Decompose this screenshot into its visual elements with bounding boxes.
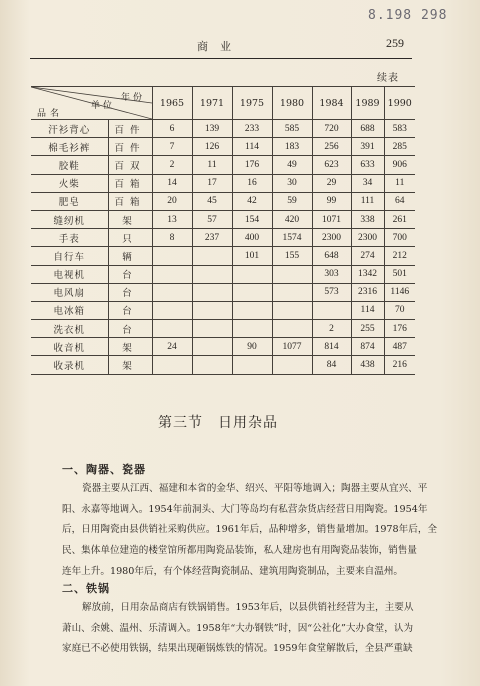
unit-cell: 台: [108, 265, 152, 283]
product-name-cell: 棉毛衫裤: [31, 138, 108, 156]
value-cell: [152, 301, 192, 319]
text-line: 阳、永嘉等地调入。1954年前洞头、大门等岛均有私营杂货店经营日用陶瓷。1954年: [62, 503, 428, 515]
product-name-cell: 汗衫背心: [31, 120, 108, 138]
value-cell: 438: [351, 356, 384, 374]
unit-cell: 架: [108, 210, 152, 228]
value-cell: 2300: [351, 229, 384, 247]
value-cell: 2316: [351, 283, 384, 301]
value-cell: 648: [312, 247, 351, 265]
product-name-cell: 洗衣机: [31, 320, 108, 338]
table-row: [31, 120, 415, 138]
product-name-cell: 手表: [31, 229, 108, 247]
subsection-paragraph: [62, 598, 422, 660]
value-cell: 1146: [384, 283, 415, 301]
value-cell: [232, 265, 272, 283]
product-name-cell: 电冰箱: [31, 301, 108, 319]
header-rule: [30, 58, 412, 59]
value-cell: 176: [232, 156, 272, 174]
value-cell: 487: [384, 338, 415, 356]
value-cell: [272, 265, 312, 283]
year-header: 1971: [192, 87, 232, 120]
table-row: [31, 320, 415, 338]
unit-cell: 百件: [108, 120, 152, 138]
value-cell: 700: [384, 229, 415, 247]
value-cell: 16: [232, 174, 272, 192]
value-cell: [232, 283, 272, 301]
value-cell: 126: [192, 138, 232, 156]
table-row: [31, 301, 415, 319]
value-cell: [272, 320, 312, 338]
sales-table: [31, 86, 415, 375]
value-cell: [232, 356, 272, 374]
value-cell: [192, 338, 232, 356]
text-line: 瓷器主要从江西、福建和本省的金华、绍兴、平阳等地调入；陶器主要从宜兴、平: [82, 483, 428, 494]
value-cell: 101: [232, 247, 272, 265]
unit-cell: 台: [108, 283, 152, 301]
value-cell: 114: [351, 301, 384, 319]
table-row: [31, 283, 415, 301]
table-row: [31, 356, 415, 374]
value-cell: [152, 283, 192, 301]
value-cell: 8: [152, 229, 192, 247]
value-cell: [272, 283, 312, 301]
table-header-row: [31, 87, 415, 120]
value-cell: [192, 356, 232, 374]
product-name-cell: 电风扇: [31, 283, 108, 301]
value-cell: 1071: [312, 210, 351, 228]
table-row: [31, 247, 415, 265]
value-cell: 1077: [272, 338, 312, 356]
continued-label: 续表: [377, 73, 399, 84]
unit-cell: 百双: [108, 156, 152, 174]
value-cell: 216: [384, 356, 415, 374]
text-line: 民、集体单位建造的楼堂馆所都用陶瓷品装饰，私人建房也有用陶瓷品装饰，销售量: [62, 545, 417, 557]
value-cell: 2: [152, 156, 192, 174]
unit-cell: 百箱: [108, 174, 152, 192]
subsection-paragraph: [62, 479, 438, 583]
value-cell: 111: [351, 192, 384, 210]
value-cell: 29: [312, 174, 351, 192]
product-name-cell: 电视机: [31, 265, 108, 283]
value-cell: 874: [351, 338, 384, 356]
value-cell: [152, 356, 192, 374]
value-cell: 1342: [351, 265, 384, 283]
unit-cell: 架: [108, 356, 152, 374]
value-cell: 400: [232, 229, 272, 247]
subsection-heading: 一、陶器、瓷器: [62, 463, 146, 476]
value-cell: 274: [351, 247, 384, 265]
value-cell: 30: [272, 174, 312, 192]
table-row: [31, 338, 415, 356]
unit-cell: 辆: [108, 247, 152, 265]
text-line: 连年上升。1980年后，有个体经营陶瓷制品、建筑用陶瓷制品，主要来自温州。: [62, 565, 404, 577]
corner-cell: [31, 87, 152, 120]
corner-name-label: 品名: [37, 109, 64, 119]
value-cell: [192, 283, 232, 301]
value-cell: 59: [272, 192, 312, 210]
value-cell: 90: [232, 338, 272, 356]
corner-unit-label: 单位: [91, 101, 116, 111]
value-cell: 623: [312, 156, 351, 174]
value-cell: [152, 265, 192, 283]
value-cell: 2: [312, 320, 351, 338]
unit-cell: 台: [108, 320, 152, 338]
value-cell: 338: [351, 210, 384, 228]
subsection-heading: 二、铁锅: [62, 582, 110, 595]
unit-cell: 百件: [108, 138, 152, 156]
value-cell: [232, 320, 272, 338]
value-cell: [272, 301, 312, 319]
value-cell: 183: [272, 138, 312, 156]
table-row: [31, 174, 415, 192]
product-name-cell: 肥皂: [31, 192, 108, 210]
page-number: 259: [386, 36, 404, 50]
value-cell: [312, 301, 351, 319]
value-cell: 6: [152, 120, 192, 138]
product-name-cell: 收录机: [31, 356, 108, 374]
value-cell: 573: [312, 283, 351, 301]
value-cell: 285: [384, 138, 415, 156]
text-line: 萧山、余姚、温州、乐清调入。1958年“大办钢铁”时，因“公社化”大办食堂，认为: [62, 622, 414, 634]
value-cell: 256: [312, 138, 351, 156]
value-cell: 237: [192, 229, 232, 247]
value-cell: 585: [272, 120, 312, 138]
value-cell: [272, 356, 312, 374]
value-cell: 34: [351, 174, 384, 192]
value-cell: 70: [384, 301, 415, 319]
year-header: 1984: [312, 87, 351, 120]
unit-cell: 百箱: [108, 192, 152, 210]
table-row: [31, 156, 415, 174]
value-cell: 233: [232, 120, 272, 138]
value-cell: 420: [272, 210, 312, 228]
text-line: 解放前，日用杂品商店有铁锅销售。1953年后，以县供销社经营为主，主要从: [82, 602, 414, 613]
value-cell: 501: [384, 265, 415, 283]
table-row: [31, 192, 415, 210]
value-cell: 42: [232, 192, 272, 210]
product-name-cell: 胶鞋: [31, 156, 108, 174]
text-line: 后，日用陶瓷由县供销社采购供应。1961年后，品种增多，销售量增加。1978年后，全: [62, 524, 438, 536]
value-cell: 99: [312, 192, 351, 210]
value-cell: 57: [192, 210, 232, 228]
product-name-cell: 火柴: [31, 174, 108, 192]
value-cell: 11: [192, 156, 232, 174]
value-cell: 255: [351, 320, 384, 338]
year-header: 1989: [351, 87, 384, 120]
value-cell: 814: [312, 338, 351, 356]
corner-year-label: 年份: [121, 93, 146, 103]
value-cell: 24: [152, 338, 192, 356]
value-cell: 2300: [312, 229, 351, 247]
value-cell: 212: [384, 247, 415, 265]
value-cell: 1574: [272, 229, 312, 247]
year-header: 1980: [272, 87, 312, 120]
value-cell: 13: [152, 210, 192, 228]
table-row: [31, 229, 415, 247]
value-cell: [192, 301, 232, 319]
value-cell: 49: [272, 156, 312, 174]
archive-stamp: 8.198 298: [368, 8, 448, 23]
value-cell: [192, 247, 232, 265]
value-cell: 633: [351, 156, 384, 174]
product-name-cell: 缝纫机: [31, 210, 108, 228]
value-cell: 45: [192, 192, 232, 210]
value-cell: 303: [312, 265, 351, 283]
unit-cell: 台: [108, 301, 152, 319]
text-line: 家庭已不必使用铁锅，结果出现砸锅炼铁的情况。1959年食堂解散后，全县严重缺: [62, 643, 413, 655]
value-cell: 154: [232, 210, 272, 228]
value-cell: [152, 320, 192, 338]
year-header: 1975: [232, 87, 272, 120]
value-cell: 155: [272, 247, 312, 265]
year-header: 1990: [384, 87, 415, 120]
table-row: [31, 265, 415, 283]
value-cell: 11: [384, 174, 415, 192]
value-cell: 906: [384, 156, 415, 174]
unit-cell: 只: [108, 229, 152, 247]
value-cell: 17: [192, 174, 232, 192]
table-row: [31, 210, 415, 228]
value-cell: [192, 320, 232, 338]
value-cell: [152, 247, 192, 265]
running-head: 商业: [197, 40, 243, 53]
table-body: [31, 120, 415, 375]
unit-cell: 架: [108, 338, 152, 356]
section-title: 第三节 日用杂品: [158, 415, 278, 431]
table-row: [31, 138, 415, 156]
value-cell: 720: [312, 120, 351, 138]
value-cell: 261: [384, 210, 415, 228]
value-cell: 64: [384, 192, 415, 210]
product-name-cell: 自行车: [31, 247, 108, 265]
value-cell: 114: [232, 138, 272, 156]
value-cell: 176: [384, 320, 415, 338]
value-cell: 139: [192, 120, 232, 138]
value-cell: [192, 265, 232, 283]
product-name-cell: 收音机: [31, 338, 108, 356]
value-cell: 20: [152, 192, 192, 210]
value-cell: 583: [384, 120, 415, 138]
value-cell: 391: [351, 138, 384, 156]
value-cell: [232, 301, 272, 319]
value-cell: 14: [152, 174, 192, 192]
value-cell: 7: [152, 138, 192, 156]
value-cell: 84: [312, 356, 351, 374]
value-cell: 688: [351, 120, 384, 138]
year-header: 1965: [152, 87, 192, 120]
